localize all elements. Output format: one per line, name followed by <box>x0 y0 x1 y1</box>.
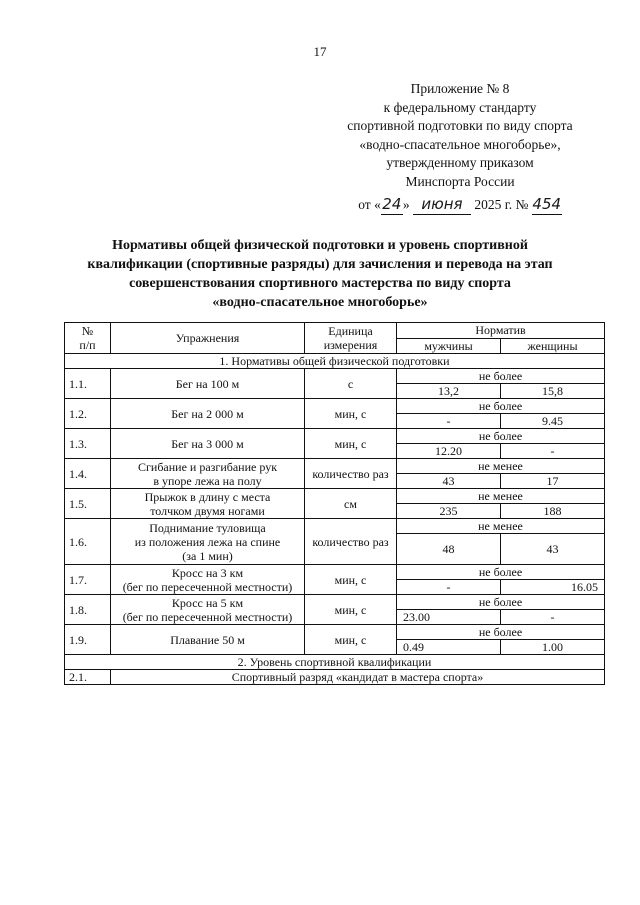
document-title <box>60 236 580 312</box>
row-men: 48 <box>397 534 501 565</box>
row-exercise: Бег на 100 м <box>111 369 305 399</box>
row-num: 1.3. <box>65 429 111 459</box>
table-row <box>65 670 605 685</box>
row-women: 43 <box>501 534 605 565</box>
row-exercise <box>111 489 305 519</box>
row-exercise-line: Сгибание и разгибание рук <box>137 459 278 474</box>
row-num: 2.1. <box>65 670 111 685</box>
header-exercise: Упражнения <box>111 323 305 354</box>
section-2-title: 2. Уровень спортивной квалификации <box>65 655 605 670</box>
table-row <box>65 625 605 640</box>
header-row <box>65 323 605 339</box>
row-condition: не более <box>397 369 605 384</box>
header-unit <box>305 323 397 354</box>
row-unit: количество раз <box>305 459 397 489</box>
date-mid: » <box>402 197 410 212</box>
title-line: квалификации (спортивные разряды) для зачисления и перевода на этап <box>87 257 553 272</box>
row-men: 13,2 <box>397 384 501 399</box>
row-women: 17 <box>501 474 605 489</box>
date-year: 2025 г. № <box>474 197 529 212</box>
appendix-line: к федеральному стандарту <box>383 99 537 115</box>
row-condition: не менее <box>397 489 605 504</box>
row-men: 235 <box>397 504 501 519</box>
header-num-bottom: п/п <box>79 338 96 352</box>
row-num: 1.8. <box>65 595 111 625</box>
row-num: 1.4. <box>65 459 111 489</box>
row-unit: мин, с <box>305 429 397 459</box>
row-unit: мин, с <box>305 399 397 429</box>
appendix-block <box>330 80 590 215</box>
title-line: совершенствования спортивного мастерства по виду спорта <box>129 276 511 291</box>
appendix-line: «водно-спасательное многоборье», <box>359 136 561 152</box>
row-condition: не более <box>397 429 605 444</box>
row-qualification: Спортивный разряд «кандидат в мастера спорта» <box>111 670 605 685</box>
appendix-line: утвержденному приказом <box>386 155 534 170</box>
row-men: 0.49 <box>397 640 501 655</box>
row-num: 1.6. <box>65 519 111 565</box>
row-unit: с <box>305 369 397 399</box>
row-exercise: Плавание 50 м <box>111 625 305 655</box>
row-exercise-line: Поднимание туловища <box>149 520 266 535</box>
row-exercise: Бег на 3 000 м <box>111 429 305 459</box>
row-women: 1.00 <box>501 640 605 655</box>
row-unit: мин, с <box>305 565 397 595</box>
row-exercise: Бег на 2 000 м <box>111 399 305 429</box>
row-num: 1.5. <box>65 489 111 519</box>
row-condition: не более <box>397 595 605 610</box>
table-row <box>65 489 605 504</box>
row-men: 12.20 <box>397 444 501 459</box>
row-exercise-line: (бег по пересеченной местности) <box>122 579 293 594</box>
row-num: 1.9. <box>65 625 111 655</box>
table-row <box>65 429 605 444</box>
row-exercise-line: (за 1 мин) <box>182 548 233 563</box>
header-num-top: № <box>81 324 94 338</box>
row-num: 1.2. <box>65 399 111 429</box>
header-num <box>65 323 111 354</box>
row-exercise-line: (бег по пересеченной местности) <box>122 609 293 624</box>
table-row <box>65 565 605 580</box>
row-unit: мин, с <box>305 625 397 655</box>
row-unit: мин, с <box>305 595 397 625</box>
row-condition: не более <box>397 399 605 414</box>
row-women: - <box>501 444 605 459</box>
row-unit: см <box>305 489 397 519</box>
row-condition: не более <box>397 625 605 640</box>
table-row <box>65 459 605 474</box>
table-row <box>65 595 605 610</box>
row-women: 16.05 <box>501 580 605 595</box>
row-exercise-line: Кросс на 3 км <box>171 565 244 580</box>
row-men: 43 <box>397 474 501 489</box>
row-exercise-line: Прыжок в длину с места <box>144 489 271 504</box>
date-prefix: от « <box>358 197 381 212</box>
norms-table <box>64 322 605 685</box>
date-month-handwritten: июня <box>413 195 471 215</box>
date-day-handwritten: 24 <box>382 195 402 213</box>
page-number: 17 <box>313 44 327 59</box>
row-women: 9.45 <box>501 414 605 429</box>
row-men: - <box>397 580 501 595</box>
row-exercise-line: Кросс на 5 км <box>171 595 244 610</box>
table-row <box>65 369 605 384</box>
row-condition: не более <box>397 565 605 580</box>
appendix-line: Минспорта России <box>405 173 515 189</box>
order-number-handwritten: 454 <box>532 195 562 213</box>
section-row <box>65 354 605 369</box>
row-exercise-line: в упоре лежа на полу <box>153 473 262 488</box>
row-women: - <box>501 610 605 625</box>
row-num: 1.1. <box>65 369 111 399</box>
header-unit-top: Единица <box>328 324 373 338</box>
row-exercise <box>111 519 305 565</box>
header-men: мужчины <box>397 338 501 354</box>
header-women: женщины <box>501 338 605 354</box>
row-women: 15,8 <box>501 384 605 399</box>
row-women: 188 <box>501 504 605 519</box>
row-unit: количество раз <box>305 519 397 565</box>
row-men: - <box>397 414 501 429</box>
header-norm: Норматив <box>397 323 605 339</box>
section-1-title: 1. Нормативы общей физической подготовки <box>65 354 605 369</box>
row-exercise-line: из положения лежа на спине <box>134 534 281 549</box>
row-exercise-line: толчком двумя ногами <box>150 503 265 518</box>
row-exercise <box>111 459 305 489</box>
title-line: «водно-спасательное многоборье» <box>212 295 428 310</box>
title-line: Нормативы общей физической подготовки и уровень спортивной <box>112 238 528 253</box>
order-date-line <box>330 195 590 215</box>
row-num: 1.7. <box>65 565 111 595</box>
row-condition: не менее <box>397 519 605 534</box>
row-condition: не менее <box>397 459 605 474</box>
appendix-line: спортивной подготовки по виду спорта <box>347 118 573 133</box>
row-men: 23.00 <box>397 610 501 625</box>
header-unit-bottom: измерения <box>323 338 378 352</box>
appendix-line: Приложение № 8 <box>410 81 510 96</box>
row-exercise <box>111 595 305 625</box>
table-row <box>65 399 605 414</box>
section-row <box>65 655 605 670</box>
table-row <box>65 519 605 534</box>
row-exercise <box>111 565 305 595</box>
